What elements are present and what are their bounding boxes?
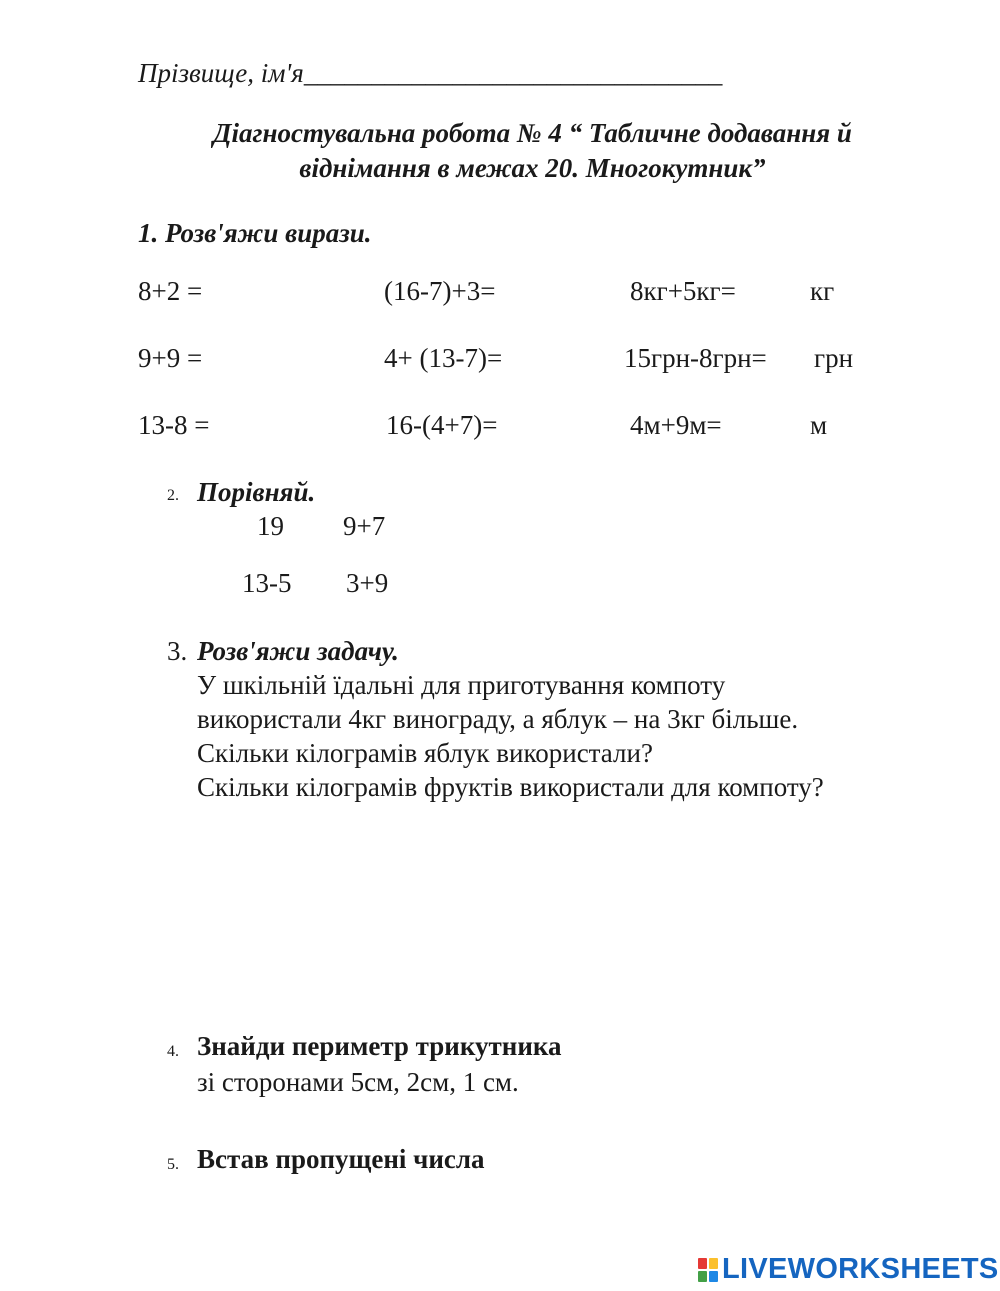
title-line-1: Діагностувальна робота № 4 “ Табличне додавання й — [213, 118, 852, 148]
logo-cube — [709, 1271, 718, 1282]
compare-right: 3+9 — [346, 568, 389, 598]
expression: 4+ (13-7)= — [384, 343, 503, 373]
compare-left: 13-5 — [242, 568, 292, 598]
unit-label: кг — [810, 276, 835, 306]
task2-number: 2. — [167, 487, 179, 504]
name-line: Прізвище, ім'я_______________________________ — [138, 58, 723, 88]
compare-left: 19 — [257, 511, 284, 541]
unit-label: м — [810, 410, 828, 440]
expression: 13-8 = — [138, 410, 210, 440]
task3-line: Скільки кілограмів яблук використали? — [197, 738, 653, 768]
logo-cube — [709, 1258, 718, 1269]
expression: 15грн-8грн= — [624, 343, 767, 373]
logo-text: LIVEWORKSHEETS — [722, 1253, 999, 1285]
task3-number: 3. — [167, 636, 188, 666]
task4-number: 4. — [167, 1043, 179, 1060]
task3-line: використали 4кг винограду, а яблук – на 3кг більше. — [197, 704, 799, 734]
liveworksheets-logo — [698, 1253, 999, 1286]
task1-heading: 1. Розв'яжи вирази. — [138, 218, 372, 248]
expression: 8+2 = — [138, 276, 203, 306]
task5-number: 5. — [167, 1156, 179, 1173]
expression: 4м+9м= — [630, 410, 722, 440]
logo-cubes-icon — [698, 1258, 718, 1282]
logo-cube — [698, 1258, 707, 1269]
task3-heading: Розв'яжи задачу. — [197, 636, 399, 666]
task2-heading: Порівняй. — [197, 477, 316, 507]
logo-cube — [698, 1271, 707, 1282]
task3-line: Скільки кілограмів фруктів використали для компоту? — [197, 772, 824, 802]
expression: (16-7)+3= — [384, 276, 496, 306]
unit-label: грн — [814, 343, 854, 373]
task4-heading: Знайди периметр трикутника — [197, 1031, 562, 1061]
task4-line: зі сторонами 5см, 2см, 1 см. — [197, 1067, 519, 1097]
task5-heading: Встав пропущені числа — [197, 1144, 485, 1174]
expression: 9+9 = — [138, 343, 203, 373]
compare-right: 9+7 — [343, 511, 386, 541]
expression: 16-(4+7)= — [386, 410, 498, 440]
title-line-2: віднімання в межах 20. Многокутник” — [299, 153, 766, 183]
expression: 8кг+5кг= — [630, 276, 736, 306]
task3-line: У шкільній їдальні для приготування компоту — [197, 670, 726, 700]
